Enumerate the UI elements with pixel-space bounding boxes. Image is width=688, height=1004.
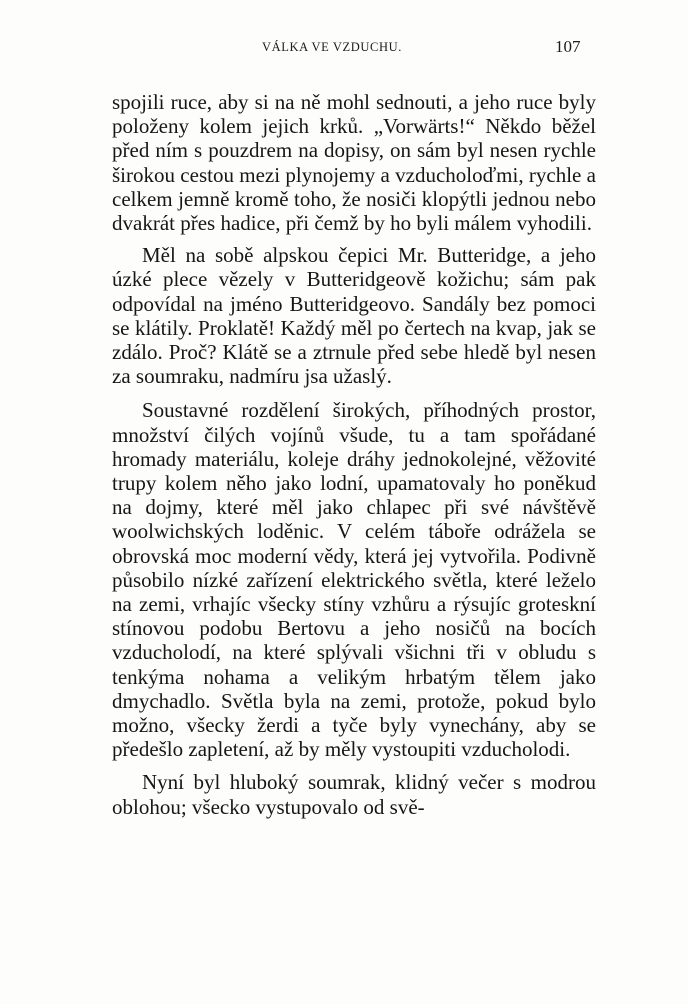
body-text bbox=[112, 90, 596, 819]
paragraph: Měl na sobě alpskou čepici Mr. Butteridge, a jeho úzké plece vězely v Butteridgeově kožichu; sám pak odpovídal na jméno Butteridgeovo. Sandály bez pomoci se klátily. Proklatě! Každý měl po čertech na kvap, jak se zdálo. Proč? Klátě se a ztrnule před sebe hledě byl nesen za soumraku, nadmíru jsa užaslý. bbox=[112, 243, 596, 389]
paragraph: Soustavné rozdělení širokých, příhodných prostor, množství čilých vojínů všude, tu a tam spořádané hromady materiálu, koleje dráhy jednokolejné, věžovité trupy kolem něho jako lodní, upamatovaly ho poněkud na dojmy, které měl jako chlapec při své návštěvě woolwichských loděnic. V celém táboře odrážela se obrovská moc moderní vědy, která jej vytvořila. Podivně působilo nízké zařízení elektrického světla, které leželo na zemi, vrhajíc všecky stíny vzhůru a rýsujíc groteskní stínovou podobu Bertovu a jeho nosičů na bocích vzducholodí, na které splývali všichni tři v obludu s tenkýma nohama a velikým hrbatým tělem jako dmychadlo. Světla byla na zemi, protože, pokud bylo možno, všecky žerdi a tyče byly vynechány, aby se předešlo zapletení, až by měly vystoupiti vzducholodi. bbox=[112, 398, 596, 762]
paragraph-continued: spojili ruce, aby si na ně mohl sednouti, a jeho ruce byly položeny kolem jejich krků. „Vorwärts!“ Někdo běžel před ním s pouzdrem na dopisy, on sám byl nesen rychle širokou cestou mezi plynojemy a vzducholoďmi, rychle a celkem jemně kromě toho, že nosiči klopýtli jednou nebo dvakrát přes hadice, při čemž by ho byli málem vyhodili. bbox=[112, 90, 596, 236]
page-number: 107 bbox=[555, 37, 581, 56]
running-head-title: VÁLKA VE VZDUCHU. bbox=[262, 40, 402, 54]
paragraph: Nyní byl hluboký soumrak, klidný večer s modrou oblohou; všecko vystupovalo od svě- bbox=[112, 770, 596, 819]
